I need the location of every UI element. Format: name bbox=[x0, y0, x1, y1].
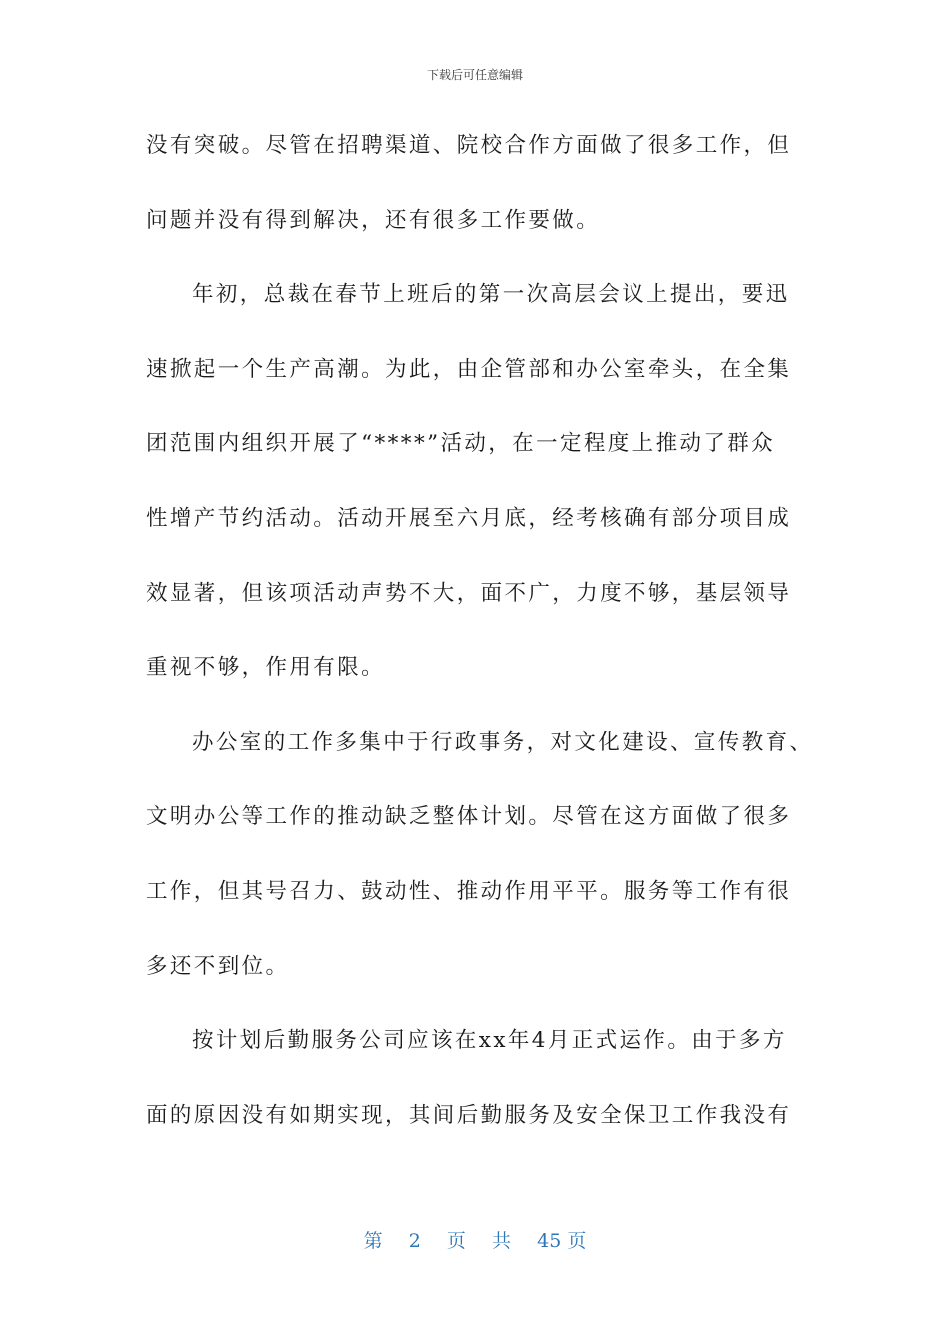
footer-prefix: 第 bbox=[363, 1230, 383, 1252]
text-line: 文明办公等工作的推动缺乏整体计划。尽管在这方面做了很多 bbox=[146, 804, 792, 830]
text-line: 工作，但其号召力、鼓动性、推动作用平平。服务等工作有很 bbox=[146, 878, 792, 904]
current-page-number: 2 bbox=[408, 1230, 421, 1252]
header-note: 下载后可任意编辑 bbox=[426, 68, 523, 82]
footer-page-label: 页 bbox=[446, 1230, 466, 1252]
text-line: 多还不到位。 bbox=[146, 953, 290, 979]
document-body bbox=[146, 121, 814, 1165]
total-pages-number: 45 bbox=[537, 1230, 562, 1252]
paragraph-start-line: 年初，总裁在春节上班后的第一次高层会议上提出，要迅 bbox=[192, 282, 790, 308]
text-line: 速掀起一个生产高潮。为此，由企管部和办公室牵头，在全集 bbox=[146, 356, 792, 382]
footer-total-label: 共 bbox=[492, 1230, 512, 1252]
text-line: 重视不够，作用有限。 bbox=[146, 655, 386, 681]
text-line: 团范围内组织开展了“****”活动，在一定程度上推动了群众 bbox=[146, 431, 776, 457]
footer-suffix: 页 bbox=[567, 1230, 587, 1252]
page-footer bbox=[0, 1226, 950, 1253]
text-line: 面的原因没有如期实现，其间后勤服务及安全保卫工作我没有 bbox=[146, 1102, 792, 1128]
text-line: 性增产节约活动。活动开展至六月底，经考核确有部分项目成 bbox=[146, 505, 792, 531]
text-line: 问题并没有得到解决，还有很多工作要做。 bbox=[146, 207, 601, 233]
text-line: 效显著，但该项活动声势不大，面不广，力度不够，基层领导 bbox=[146, 580, 792, 606]
paragraph-start-line: 按计划后勤服务公司应该在xx年4月正式运作。由于多方 bbox=[192, 1028, 787, 1054]
text-line: 没有突破。尽管在招聘渠道、院校合作方面做了很多工作，但 bbox=[146, 133, 792, 158]
paragraph-start-line: 办公室的工作多集中于行政事务，对文化建设、宣传教育、 bbox=[192, 729, 814, 755]
